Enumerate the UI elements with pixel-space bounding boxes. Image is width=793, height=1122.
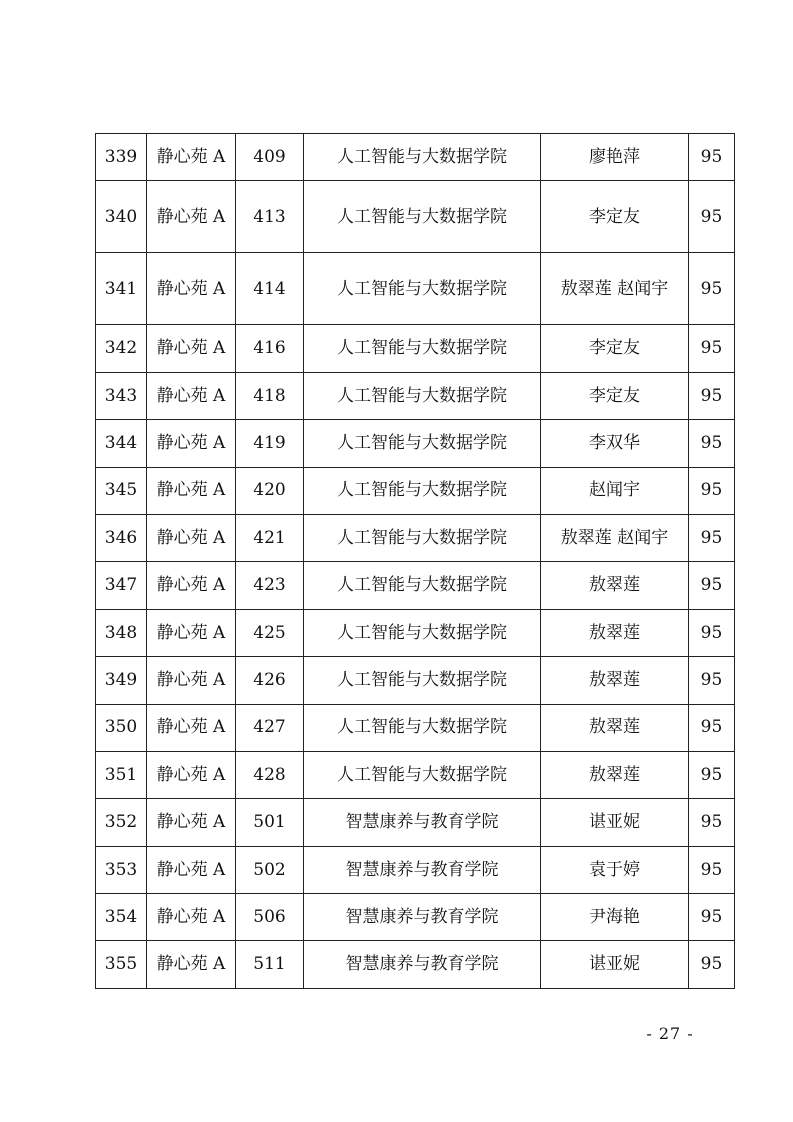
row-number: 355 [96, 941, 147, 988]
college-name: 人工智能与大数据学院 [304, 751, 541, 798]
room-number: 425 [236, 609, 304, 656]
room-number: 416 [236, 325, 304, 372]
college-name: 人工智能与大数据学院 [304, 134, 541, 181]
table-row [96, 609, 735, 656]
building-name: 静心苑 A [147, 325, 236, 372]
table-row [96, 253, 735, 325]
staff-name: 谌亚妮 [541, 799, 689, 846]
score: 95 [689, 941, 735, 988]
page-number: - 27 - [646, 1024, 694, 1043]
building-name: 静心苑 A [147, 181, 236, 253]
score: 95 [689, 253, 735, 325]
table-row [96, 562, 735, 609]
building-name: 静心苑 A [147, 751, 236, 798]
college-name: 人工智能与大数据学院 [304, 562, 541, 609]
room-number: 409 [236, 134, 304, 181]
room-number: 419 [236, 420, 304, 467]
college-name: 人工智能与大数据学院 [304, 657, 541, 704]
score: 95 [689, 467, 735, 514]
college-name: 人工智能与大数据学院 [304, 514, 541, 561]
college-name: 智慧康养与教育学院 [304, 846, 541, 893]
score: 95 [689, 181, 735, 253]
college-name: 人工智能与大数据学院 [304, 325, 541, 372]
row-number: 343 [96, 372, 147, 419]
room-number: 418 [236, 372, 304, 419]
staff-name: 袁于婷 [541, 846, 689, 893]
college-name: 人工智能与大数据学院 [304, 609, 541, 656]
row-number: 349 [96, 657, 147, 704]
score: 95 [689, 846, 735, 893]
staff-name: 李定友 [541, 372, 689, 419]
table-row [96, 704, 735, 751]
row-number: 348 [96, 609, 147, 656]
building-name: 静心苑 A [147, 799, 236, 846]
score: 95 [689, 325, 735, 372]
row-number: 347 [96, 562, 147, 609]
table-row [96, 514, 735, 561]
building-name: 静心苑 A [147, 846, 236, 893]
room-number: 414 [236, 253, 304, 325]
room-number: 423 [236, 562, 304, 609]
building-name: 静心苑 A [147, 420, 236, 467]
score: 95 [689, 751, 735, 798]
staff-name: 敖翠莲 [541, 751, 689, 798]
score: 95 [689, 894, 735, 941]
table-row [96, 799, 735, 846]
building-name: 静心苑 A [147, 941, 236, 988]
staff-name: 敖翠莲 赵闻宇 [541, 514, 689, 561]
table-row [96, 420, 735, 467]
score: 95 [689, 514, 735, 561]
staff-name: 敖翠莲 [541, 609, 689, 656]
college-name: 人工智能与大数据学院 [304, 467, 541, 514]
room-number: 428 [236, 751, 304, 798]
room-number: 413 [236, 181, 304, 253]
room-number: 501 [236, 799, 304, 846]
table-row [96, 846, 735, 893]
table-row [96, 181, 735, 253]
room-number: 426 [236, 657, 304, 704]
staff-name: 李定友 [541, 181, 689, 253]
building-name: 静心苑 A [147, 253, 236, 325]
building-name: 静心苑 A [147, 467, 236, 514]
score: 95 [689, 609, 735, 656]
staff-name: 李双华 [541, 420, 689, 467]
room-number: 427 [236, 704, 304, 751]
staff-name: 赵闻宇 [541, 467, 689, 514]
row-number: 342 [96, 325, 147, 372]
row-number: 353 [96, 846, 147, 893]
row-number: 340 [96, 181, 147, 253]
dormitory-score-table [95, 133, 735, 989]
staff-name: 尹海艳 [541, 894, 689, 941]
room-number: 420 [236, 467, 304, 514]
room-number: 511 [236, 941, 304, 988]
table-row [96, 134, 735, 181]
score: 95 [689, 134, 735, 181]
row-number: 351 [96, 751, 147, 798]
staff-name: 李定友 [541, 325, 689, 372]
score: 95 [689, 562, 735, 609]
college-name: 人工智能与大数据学院 [304, 420, 541, 467]
score: 95 [689, 657, 735, 704]
table-row [96, 894, 735, 941]
college-name: 人工智能与大数据学院 [304, 704, 541, 751]
building-name: 静心苑 A [147, 134, 236, 181]
staff-name: 敖翠莲 [541, 562, 689, 609]
staff-name: 敖翠莲 [541, 657, 689, 704]
college-name: 智慧康养与教育学院 [304, 799, 541, 846]
row-number: 345 [96, 467, 147, 514]
table-row [96, 751, 735, 798]
building-name: 静心苑 A [147, 657, 236, 704]
building-name: 静心苑 A [147, 704, 236, 751]
building-name: 静心苑 A [147, 514, 236, 561]
room-number: 421 [236, 514, 304, 561]
college-name: 人工智能与大数据学院 [304, 253, 541, 325]
staff-name: 敖翠莲 [541, 704, 689, 751]
row-number: 344 [96, 420, 147, 467]
row-number: 350 [96, 704, 147, 751]
row-number: 341 [96, 253, 147, 325]
table-row [96, 657, 735, 704]
table-row [96, 467, 735, 514]
college-name: 智慧康养与教育学院 [304, 941, 541, 988]
row-number: 339 [96, 134, 147, 181]
table-row [96, 325, 735, 372]
college-name: 人工智能与大数据学院 [304, 181, 541, 253]
table-row [96, 941, 735, 988]
table-row [96, 372, 735, 419]
building-name: 静心苑 A [147, 562, 236, 609]
row-number: 354 [96, 894, 147, 941]
row-number: 346 [96, 514, 147, 561]
staff-name: 谌亚妮 [541, 941, 689, 988]
room-number: 506 [236, 894, 304, 941]
building-name: 静心苑 A [147, 894, 236, 941]
college-name: 智慧康养与教育学院 [304, 894, 541, 941]
building-name: 静心苑 A [147, 609, 236, 656]
score: 95 [689, 372, 735, 419]
row-number: 352 [96, 799, 147, 846]
college-name: 人工智能与大数据学院 [304, 372, 541, 419]
staff-name: 廖艳萍 [541, 134, 689, 181]
room-number: 502 [236, 846, 304, 893]
staff-name: 敖翠莲 赵闻宇 [541, 253, 689, 325]
score: 95 [689, 799, 735, 846]
score: 95 [689, 704, 735, 751]
score: 95 [689, 420, 735, 467]
building-name: 静心苑 A [147, 372, 236, 419]
